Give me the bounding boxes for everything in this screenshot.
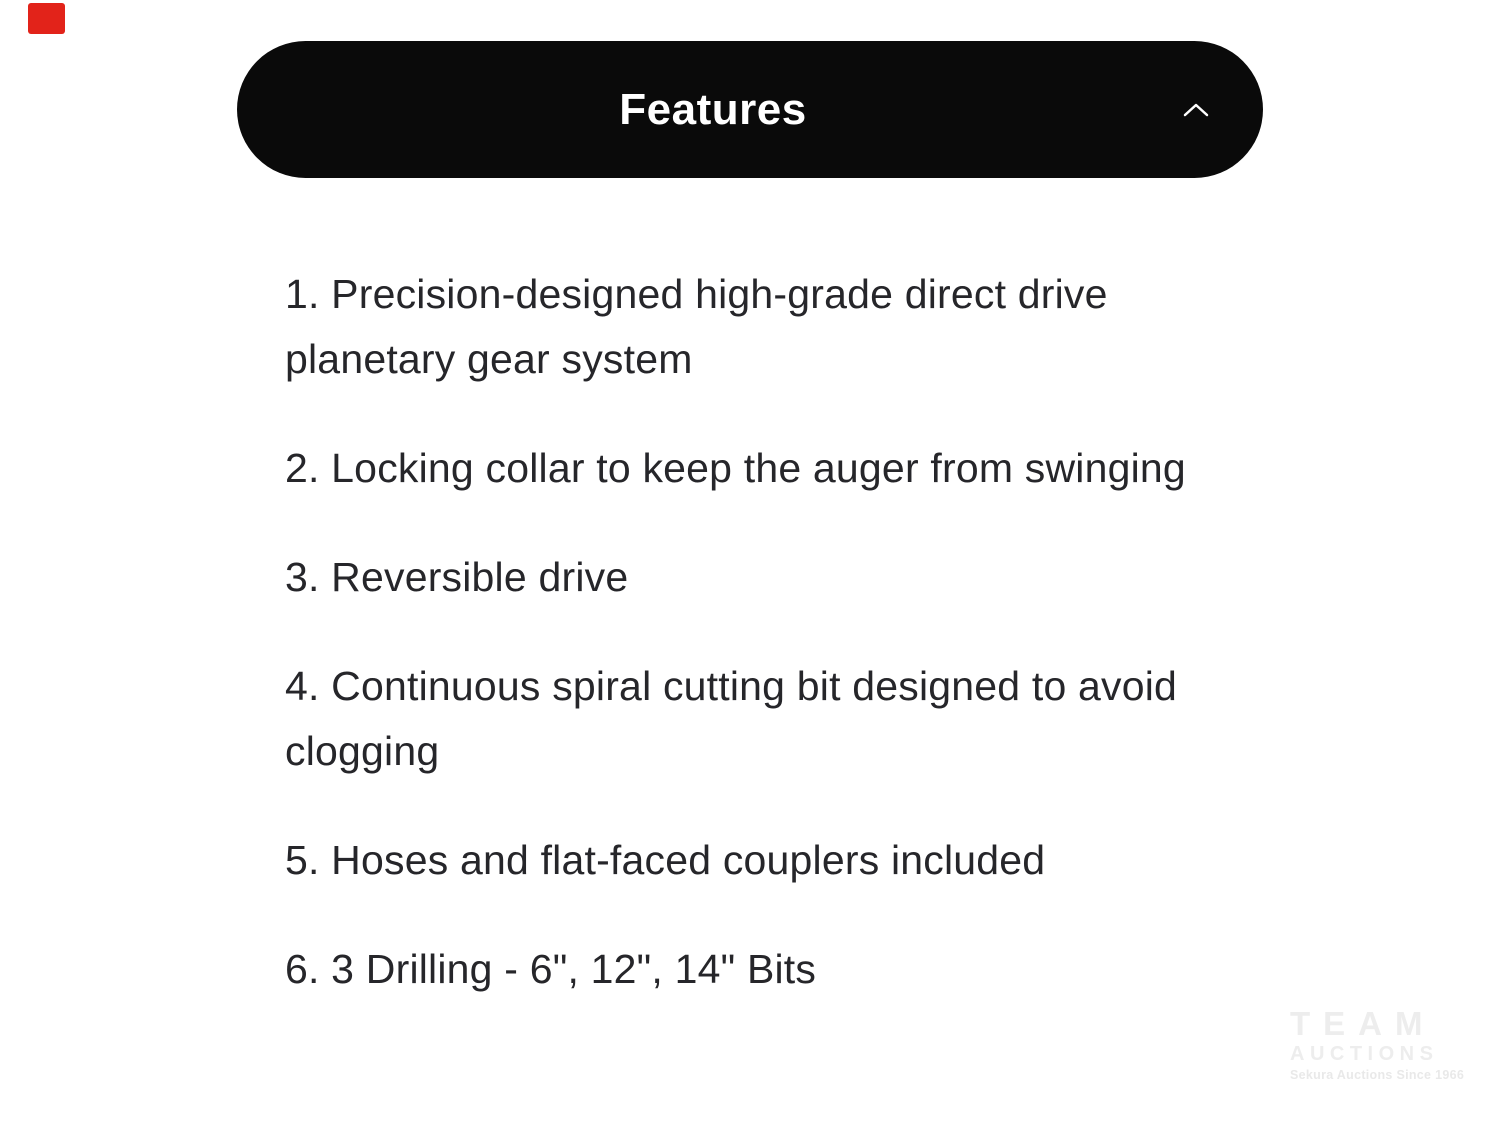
- red-marker: [28, 3, 65, 34]
- watermark-auctions: AUCTIONS: [1290, 1043, 1439, 1065]
- feature-item: 5. Hoses and flat-faced couplers included: [285, 837, 1046, 883]
- features-list: [285, 262, 1215, 1046]
- features-accordion-header[interactable]: [237, 41, 1263, 178]
- feature-item: 3. Reversible drive: [285, 554, 629, 600]
- watermark-tagline: Sekura Auctions Since 1966: [1290, 1068, 1465, 1082]
- feature-item: 4. Continuous spiral cutting bit designed to avoid clogging: [285, 663, 1178, 774]
- feature-item: 2. Locking collar to keep the auger from swinging: [285, 445, 1186, 491]
- feature-item: 6. 3 Drilling - 6", 12", 14" Bits: [285, 946, 817, 992]
- feature-item: 1. Precision-designed high-grade direct drive planetary gear system: [285, 271, 1108, 382]
- team-auctions-watermark: [1290, 1005, 1465, 1084]
- watermark-team: TEAM: [1290, 1005, 1436, 1042]
- chevron-up-icon[interactable]: [1183, 102, 1209, 118]
- features-accordion-title: Features: [619, 84, 807, 134]
